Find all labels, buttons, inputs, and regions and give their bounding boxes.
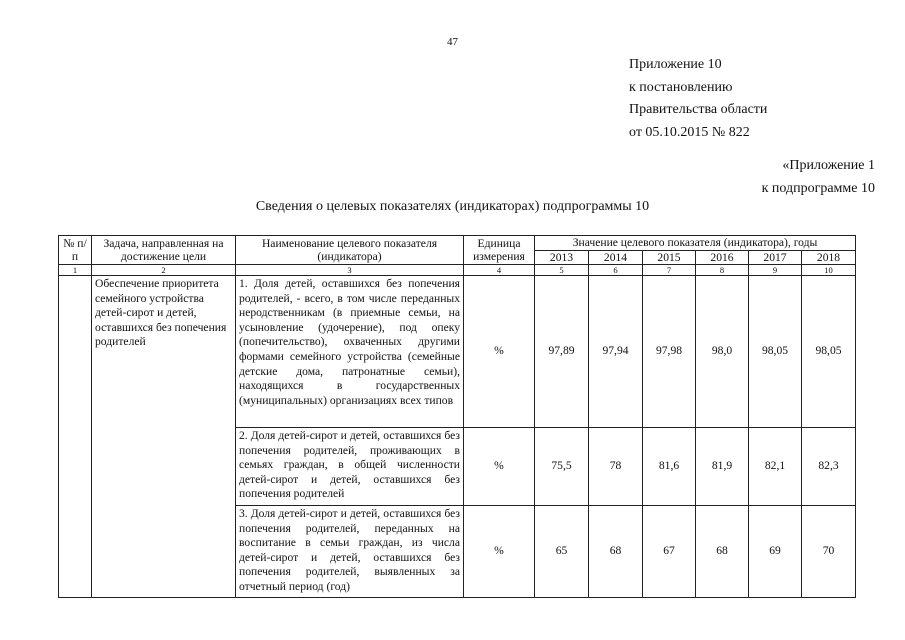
- header-values: Значение целевого показателя (индикатора), годы: [535, 236, 856, 251]
- value-cell: 81,9: [696, 428, 749, 506]
- column-number: 9: [749, 265, 802, 276]
- value-cell: 81,6: [643, 428, 696, 506]
- column-number: 7: [643, 265, 696, 276]
- header-year: 2017: [749, 250, 802, 265]
- value-cell: 69: [749, 506, 802, 598]
- column-number: 4: [464, 265, 535, 276]
- header-unit: Единица измерения: [464, 236, 535, 265]
- value-cell: 75,5: [535, 428, 589, 506]
- column-number-row: [59, 265, 856, 276]
- subappendix-line: к подпрограмме 10: [761, 180, 875, 196]
- value-cell: 70: [802, 506, 856, 598]
- value-cell: 68: [589, 506, 643, 598]
- value-cell: 98,0: [696, 276, 749, 428]
- subappendix-header: [762, 155, 875, 200]
- column-number: 1: [59, 265, 92, 276]
- column-number: 3: [236, 265, 464, 276]
- unit-cell: %: [464, 428, 535, 506]
- value-cell: 65: [535, 506, 589, 598]
- value-cell: 82,3: [802, 428, 856, 506]
- row-num-cell: [59, 276, 92, 598]
- value-cell: 98,05: [802, 276, 856, 428]
- appendix-line: Приложение 10: [629, 57, 722, 72]
- page-number: 47: [447, 36, 458, 48]
- column-number: 8: [696, 265, 749, 276]
- appendix-line: от 05.10.2015 № 822: [629, 124, 750, 140]
- header-year: 2013: [535, 250, 589, 265]
- header-indicator: Наименование целевого показателя (индикатора): [236, 236, 464, 265]
- value-cell: 97,98: [643, 276, 696, 428]
- column-number: 10: [802, 265, 856, 276]
- value-cell: 78: [589, 428, 643, 506]
- appendix-header: [629, 54, 767, 144]
- value-cell: 67: [643, 506, 696, 598]
- value-cell: 68: [696, 506, 749, 598]
- table-title: Сведения о целевых показателях (индикаторах) подпрограммы 10: [255, 199, 650, 214]
- header-year: 2014: [589, 250, 643, 265]
- header-task: Задача, направленная на достижение цели: [92, 236, 236, 265]
- value-cell: 82,1: [749, 428, 802, 506]
- header-num: № п/п: [59, 236, 92, 265]
- column-number: 2: [92, 265, 236, 276]
- unit-cell: %: [464, 276, 535, 428]
- indicator-name: 1. Доля детей, оставшихся без попечения родителей, - всего, в том числе переданных неродственникам (в приемные семьи, на усыновление (удочерение), под опеку (попечительство), охваченных другими формами семейного устройства (семейные детские дома, патронатные семьи), находящихся в государственных (муниципальных) организациях всех типов: [236, 276, 464, 428]
- header-year: 2015: [643, 250, 696, 265]
- unit-cell: %: [464, 506, 535, 598]
- value-cell: 97,94: [589, 276, 643, 428]
- header-year: 2018: [802, 250, 856, 265]
- indicator-name: 2. Доля детей-сирот и детей, оставшихся без попечения родителей, проживающих в семьях граждан, в общей численности детей-сирот и детей, оставшихся без попечения родителей: [236, 428, 464, 506]
- value-cell: 98,05: [749, 276, 802, 428]
- value-cell: 97,89: [535, 276, 589, 428]
- indicator-name: 3. Доля детей-сирот и детей, оставшихся без попечения родителей, переданных на воспитание в семьи граждан, из числа детей-сирот и детей, оставшихся без попечения родителей, выявленных за отчетный период (год): [236, 506, 464, 598]
- indicators-table: [58, 235, 856, 598]
- header-year: 2016: [696, 250, 749, 265]
- appendix-line: к постановлению: [629, 79, 733, 95]
- column-number: 6: [589, 265, 643, 276]
- subappendix-line: «Приложение 1: [782, 158, 875, 173]
- column-number: 5: [535, 265, 589, 276]
- appendix-line: Правительства области: [629, 102, 768, 117]
- task-cell: Обеспечение приоритета семейного устройства детей-сирот и детей, оставшихся без попечения родителей: [92, 276, 236, 598]
- table-row: [59, 276, 856, 428]
